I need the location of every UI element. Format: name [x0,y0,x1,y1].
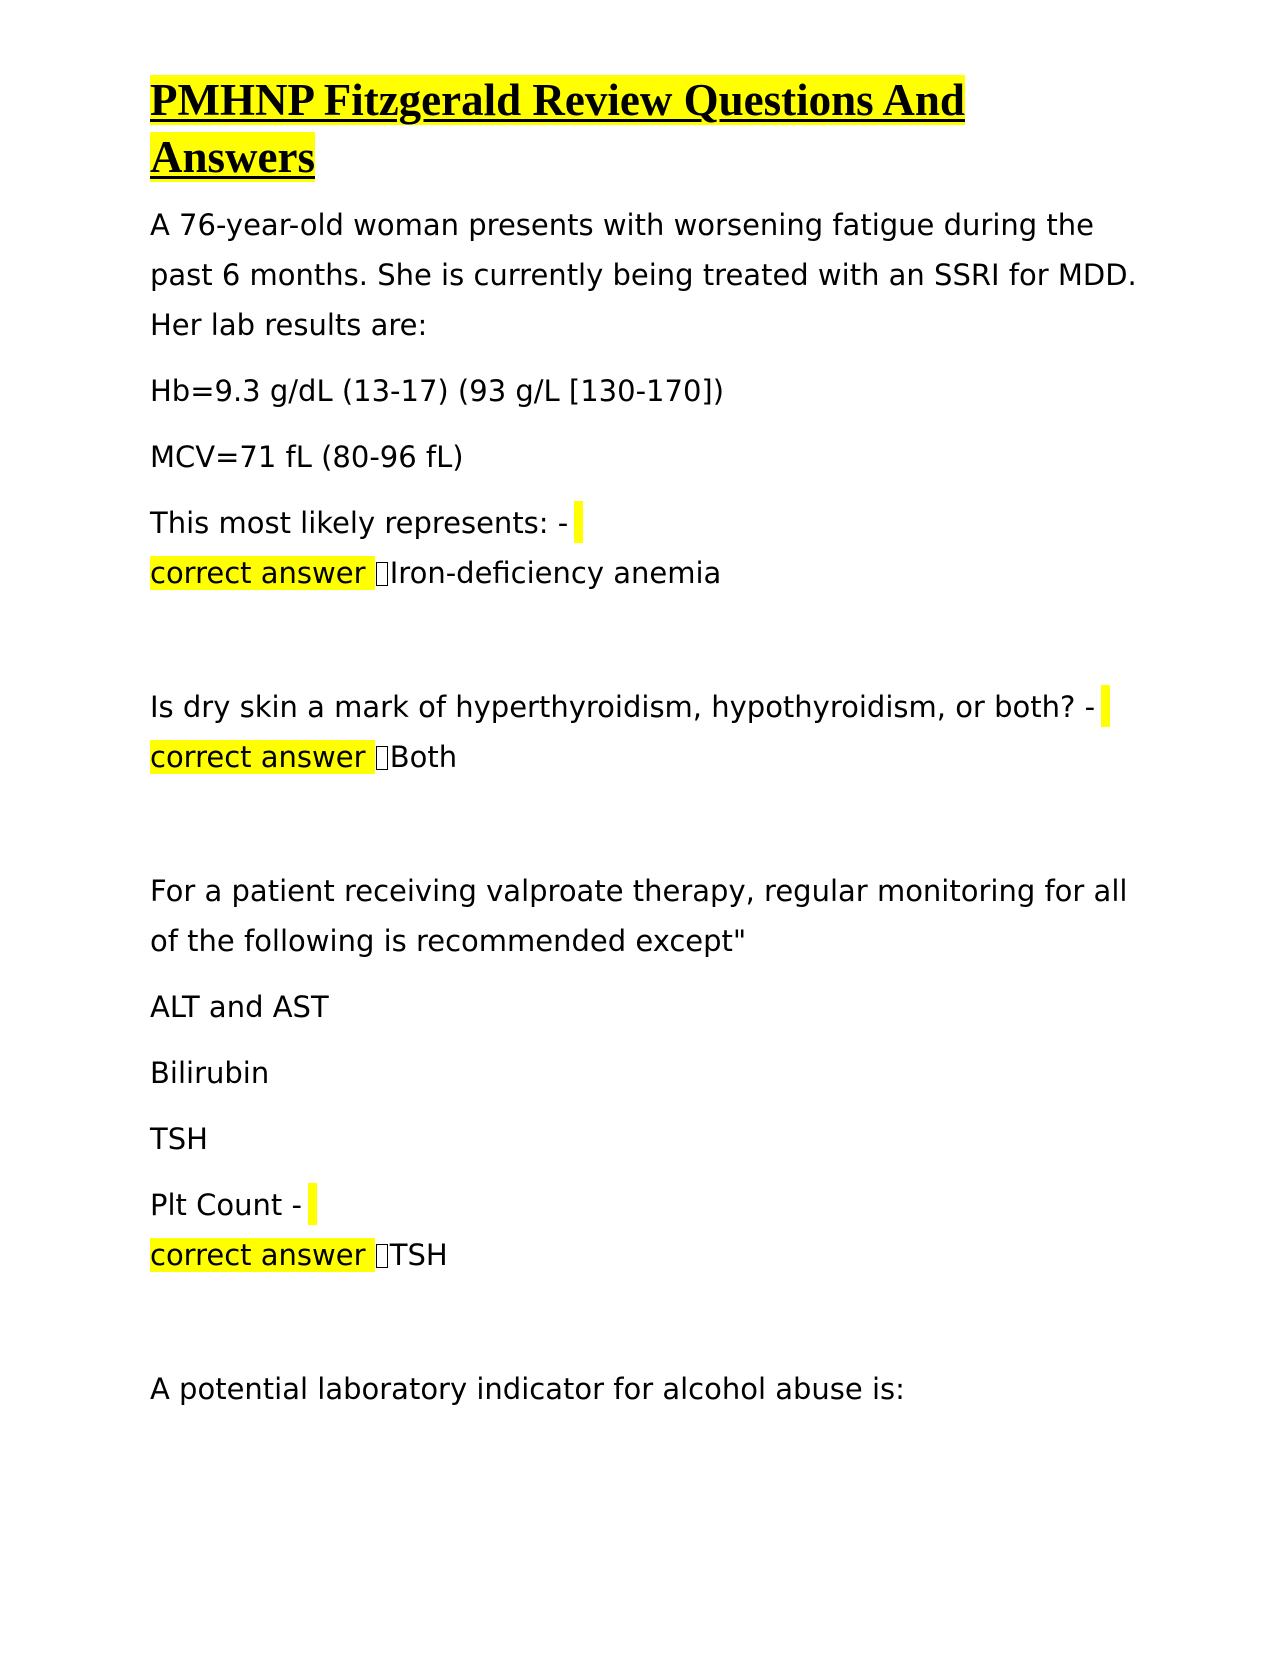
question-2-answer: Both [389,740,458,774]
answer-label: correct answer [150,1238,375,1272]
spacer [150,598,1150,682]
question-1 [150,200,1150,598]
question-1-prompt: This most likely represents: - [150,506,569,540]
missing-glyph-icon [376,746,388,770]
question-4-stem: A potential laboratory indicator for alcohol abuse is: [150,1372,905,1406]
title-line-1: PMHNP Fitzgerald Review Questions And [150,75,965,125]
question-2-prompt: Is dry skin a mark of hyperthyroidism, hypothyroidism, or both? - [150,690,1096,724]
question-3-item-2: Bilirubin [150,1056,270,1090]
missing-glyph-icon [376,1244,388,1268]
question-1-prompt-line [150,498,1150,548]
highlight-marker [574,501,583,543]
question-1-answer: Iron-deficiency anemia [389,556,722,590]
title-line-2: Answers [150,132,315,182]
question-3-item-3: TSH [150,1122,208,1156]
question-1-item-1: Hb=9.3 g/dL (13-17) (93 g/L [130-170]) [150,374,725,408]
document-title [150,72,1150,186]
question-3-prompt: Plt Count - [150,1188,302,1222]
question-3-answer-line [150,1230,1150,1280]
question-2-prompt-line [150,682,1150,732]
missing-glyph-icon [376,562,388,586]
question-4 [150,1364,1150,1414]
question-2-answer-line [150,732,1150,782]
question-1-item-2: MCV=71 fL (80-96 fL) [150,440,464,474]
question-3-stem: For a patient receiving valproate therapy, regular monitoring for all of the following is recommended except" [150,874,1128,958]
question-3-prompt-line [150,1180,1150,1230]
question-2 [150,682,1150,782]
answer-label: correct answer [150,740,375,774]
highlight-marker [1101,685,1110,727]
question-3 [150,866,1150,1280]
question-1-answer-line [150,548,1150,598]
spacer [150,1280,1150,1364]
question-3-answer: TSH [389,1238,448,1272]
question-3-item-1: ALT and AST [150,990,329,1024]
document-body [150,72,1150,1430]
spacer [150,782,1150,866]
question-1-stem: A 76-year-old woman presents with worsening fatigue during the past 6 months. She is currently being treated with an SSRI for MDD. Her lab results are: [150,208,1137,342]
answer-label: correct answer [150,556,375,590]
highlight-marker [308,1183,317,1225]
